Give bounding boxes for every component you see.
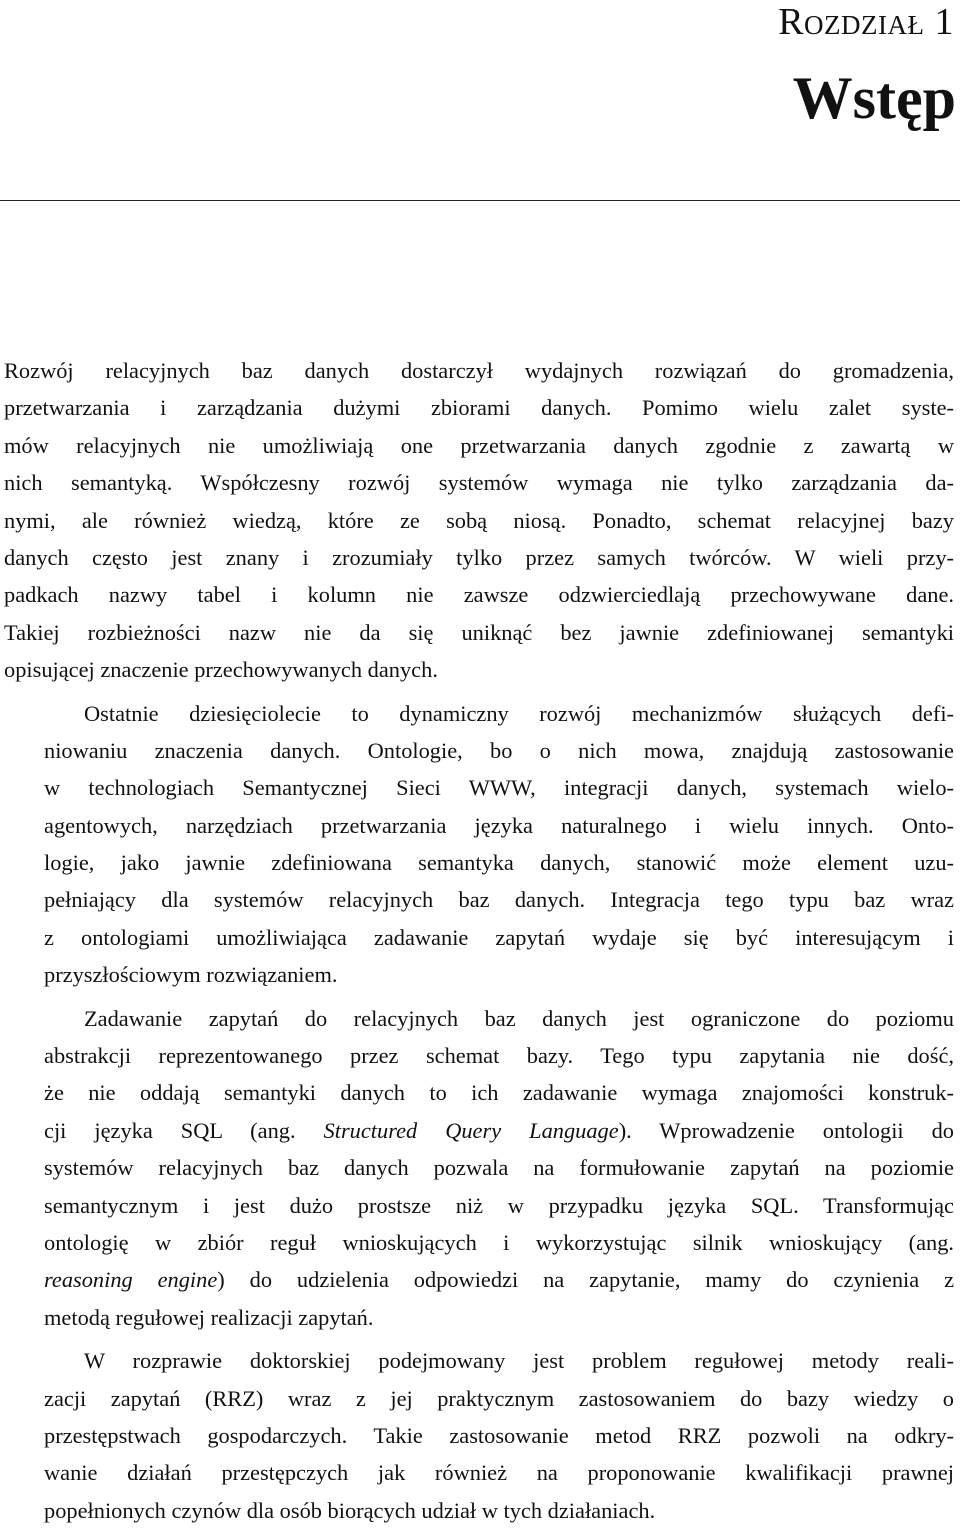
text-line: przestępstwach gospodarczych. Takie zastosowanie metod RRZ pozwoli na odkry- [44,1422,954,1448]
text-line: metodą regułowej realizacji zapytań. [44,1304,374,1330]
italic-term: reasoning engine [44,1267,218,1293]
text-line: w technologiach Semantycznej Sieci WWW, integracji danych, systemach wielo- [44,775,954,801]
text-line: z ontologiami umożliwiająca zadawanie zapytań wydaje się być interesującym i [44,924,954,950]
text-line: opisującej znaczenie przechowywanych danych. [4,657,438,683]
text-line: przyszłościowym rozwiązaniem. [44,962,338,988]
paragraph-4 [4,1342,954,1529]
text-line: ontologię w zbiór reguł wnioskujących i wykorzystując silnik wnioskujący (ang. [44,1230,954,1256]
text-line: wanie działań przestępczych jak również na proponowanie kwalifikacji prawnej [44,1460,954,1486]
text-line: Rozwój relacyjnych baz danych dostarczył wydajnych rozwiązań do gromadzenia, [4,358,954,383]
paragraph-3 [4,1000,954,1337]
body-text [4,352,954,1529]
chapter-title: Wstęp [792,65,956,131]
text-line: padkach nazwy tabel i kolumn nie zawsze odzwierciedlają przechowywane dane. [4,582,954,608]
text-line: zacji zapytań (RRZ) wraz z jej praktycznym zastosowaniem do bazy wiedzy o [44,1385,954,1411]
chapter-label: Rozdział 1 [778,1,954,43]
text-fragment: ). Wprowadzenie ontologii do [618,1117,954,1143]
title-rule [0,200,960,201]
text-fragment: ) do udzielenia odpowiedzi na zapytanie, mamy do czynienia z [217,1267,954,1293]
text-line: Takiej rozbieżności nazw nie da się uniknąć bez jawnie zdefiniowanej semantyki [4,619,954,645]
paragraph-2 [4,695,954,994]
text-line-with-italic [4,1112,954,1149]
text-line: systemów relacyjnych baz danych pozwala na formułowanie zapytań na poziomie [44,1155,954,1181]
text-line: nich semantyką. Współczesny rozwój systemów wymaga nie tylko zarządzania da- [4,470,954,496]
text-line: logie, jako jawnie zdefiniowana semantyka danych, stanowić może element uzu- [44,850,954,876]
text-line: mów relacyjnych nie umożliwiają one przetwarzania danych zgodnie z zawartą w [4,432,954,458]
text-line: popełnionych czynów dla osób biorących udział w tych działaniach. [44,1497,656,1523]
text-line: W rozprawie doktorskiej podejmowany jest problem regułowej metody reali- [84,1348,954,1374]
text-line: że nie oddają semantyki danych to ich zadawanie wymaga znajomości konstruk- [44,1080,954,1106]
text-fragment: cji języka SQL (ang. [44,1117,324,1143]
text-line-with-italic [4,1261,954,1298]
text-line: nymi, ale również wiedzą, które ze sobą niosą. Ponadto, schemat relacyjnej bazy [4,507,954,533]
text-line: pełniający dla systemów relacyjnych baz danych. Integracja tego typu baz wraz [44,887,954,913]
text-line: niowaniu znaczenia danych. Ontologie, bo o nich mowa, znajdują zastosowanie [44,737,954,763]
text-line: abstrakcji reprezentowanego przez schemat bazy. Tego typu zapytania nie dość, [44,1043,954,1069]
italic-term: Structured Query Language [323,1117,619,1143]
text-line: agentowych, narzędziach przetwarzania języka naturalnego i wielu innych. Onto- [44,812,954,838]
text-line: Ostatnie dziesięciolecie to dynamiczny rozwój mechanizmów służących defi- [84,700,954,726]
text-line: semantycznym i jest dużo prostsze niż w przypadku języka SQL. Transformując [44,1192,954,1218]
text-line: Zadawanie zapytań do relacyjnych baz danych jest ograniczone do poziomu [84,1005,954,1031]
text-line: danych często jest znany i zrozumiały tylko przez samych twórców. W wieli przy- [4,544,954,570]
text-line: przetwarzania i zarządzania dużymi zbiorami danych. Pomimo wielu zalet syste- [4,395,954,421]
paragraph-1 [4,352,954,689]
